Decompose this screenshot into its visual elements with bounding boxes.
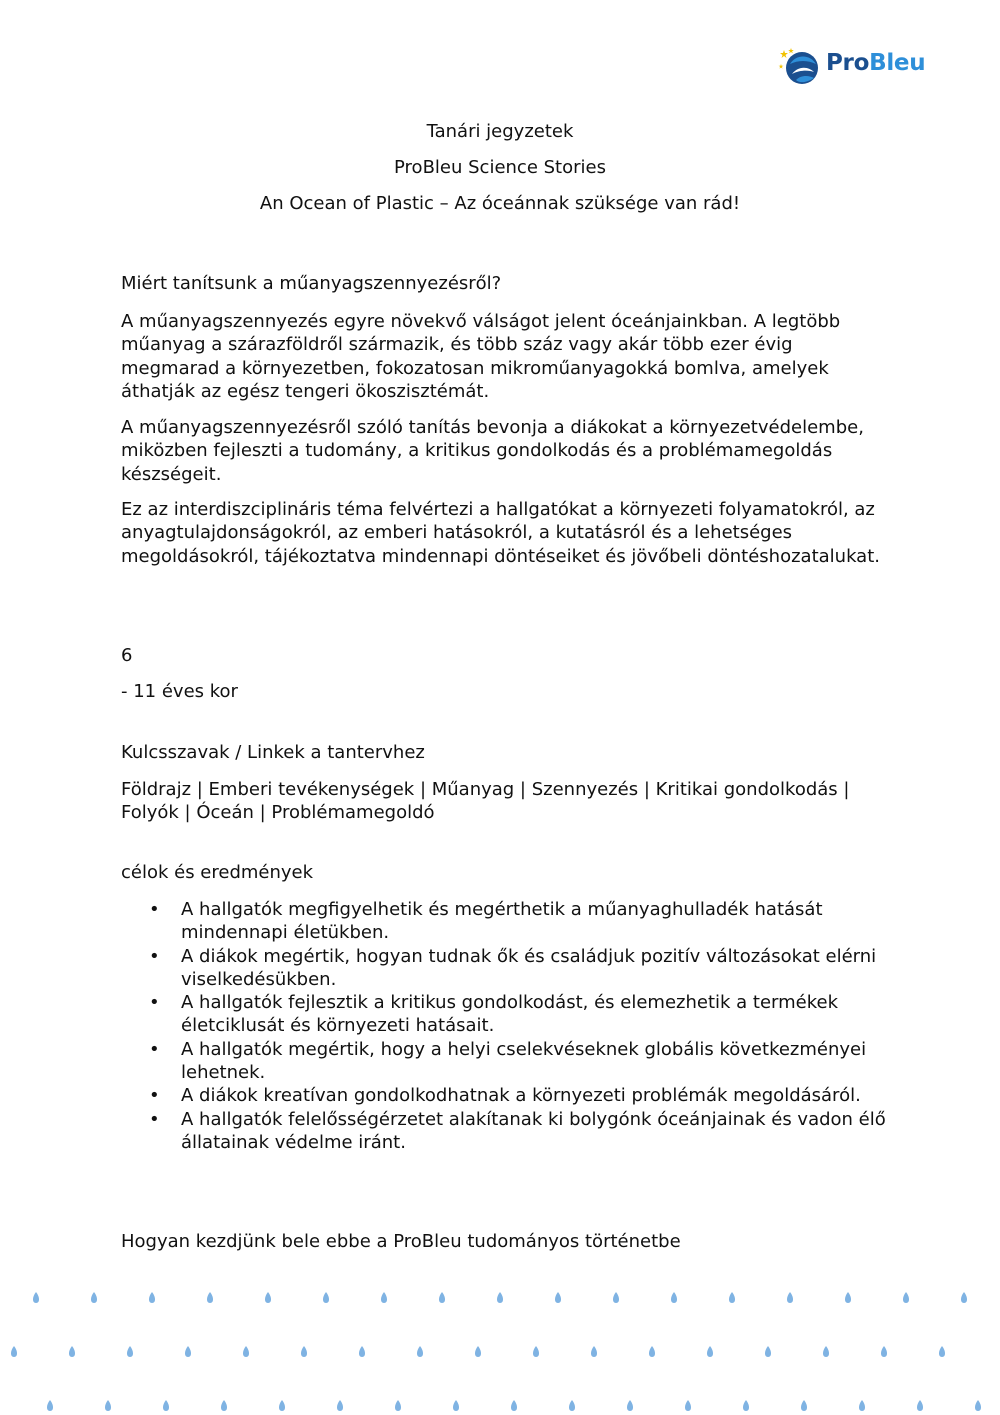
drop-icon xyxy=(787,1292,793,1303)
drop-icon xyxy=(961,1292,967,1303)
drop-icon xyxy=(671,1292,677,1303)
goal-item: • A diákok megértik, hogyan tudnak ők és családjuk pozitív változásokat elérni viselkedésükben. xyxy=(121,945,891,992)
goals-heading: célok és eredmények xyxy=(121,862,314,883)
drop-icon xyxy=(69,1346,75,1357)
drop-icon xyxy=(185,1346,191,1357)
why-paragraph-3: Ez az interdiszciplináris téma felvértezi a hallgatókat a környezeti folyamatokról, az anyagtulajdonságokról, az emberi hatásokról, a kutatásról és a lehetséges megoldásokról, tájékoztatva mindennapi döntéseiket és jövőbeli döntéshozatalukat. xyxy=(121,499,880,567)
drop-icon xyxy=(801,1400,807,1411)
drop-icon xyxy=(359,1346,365,1357)
drop-icon xyxy=(163,1400,169,1411)
drop-icon xyxy=(243,1346,249,1357)
goal-item: • A hallgatók megértik, hogy a helyi cselekvéseknek globális következményei lehetnek. xyxy=(121,1038,891,1085)
drop-icon xyxy=(729,1292,735,1303)
series-title: ProBleu Science Stories xyxy=(394,157,606,178)
drop-icon xyxy=(685,1400,691,1411)
drop-icon xyxy=(511,1400,517,1411)
drop-icon xyxy=(859,1400,865,1411)
why-paragraph-2: A műanyagszennyezésről szóló tanítás bevonja a diákokat a környezetvédelembe, miközben fejleszti a tudomány, a kritikus gondolkodás és a problémamegoldás készségeit. xyxy=(121,417,864,485)
why-heading: Miért tanítsunk a műanyagszennyezésről? xyxy=(121,273,502,294)
goal-item: • A hallgatók felelősségérzetet alakítanak ki bolygónk óceánjainak és vadon élő állatainak védelme iránt. xyxy=(121,1108,891,1155)
drop-icon xyxy=(903,1292,909,1303)
drop-icon xyxy=(591,1346,597,1357)
drop-icon xyxy=(917,1400,923,1411)
probleu-logo xyxy=(778,44,926,88)
drop-icon xyxy=(555,1292,561,1303)
drop-icon xyxy=(47,1400,53,1411)
drop-icon xyxy=(301,1346,307,1357)
drop-icon xyxy=(533,1346,539,1357)
drop-icon xyxy=(845,1292,851,1303)
drop-icon xyxy=(105,1400,111,1411)
doc-type-title: Tanári jegyzetek xyxy=(426,121,574,142)
age-range: - 11 éves kor xyxy=(121,681,238,702)
age-from: 6 xyxy=(121,645,133,666)
keywords-list: Földrajz | Emberi tevékenységek | Műanyag | Szennyezés | Kritikai gondolkodás | Folyók | Óceán | Problémamegoldó xyxy=(121,779,850,824)
drop-icon xyxy=(743,1400,749,1411)
drop-icon xyxy=(33,1292,39,1303)
keywords-heading: Kulcsszavak / Linkek a tantervhez xyxy=(121,742,425,763)
probleu-logo-text xyxy=(826,50,925,76)
drop-icon xyxy=(613,1292,619,1303)
logo-text-bleu: Bleu xyxy=(869,50,926,76)
drop-icon xyxy=(91,1292,97,1303)
how-heading: Hogyan kezdjünk bele ebbe a ProBleu tudományos történetbe xyxy=(121,1231,681,1252)
drop-icon xyxy=(417,1346,423,1357)
why-paragraph-1: A műanyagszennyezés egyre növekvő válságot jelent óceánjainkban. A legtöbb műanyag a szárazföldről származik, és több száz vagy akár több ezer évig megmarad a környezetben, fokozatosan mikroműanyagokká bomlva, amelyek áthatják az egész tengeri ökoszisztémát. xyxy=(121,311,841,402)
drop-icon xyxy=(221,1400,227,1411)
drop-icon xyxy=(323,1292,329,1303)
goal-item: • A diákok kreatívan gondolkodhatnak a környezeti problémák megoldásáról. xyxy=(121,1084,891,1107)
drop-icon xyxy=(939,1346,945,1357)
drop-icon xyxy=(265,1292,271,1303)
drop-icon xyxy=(975,1400,981,1411)
drop-icon xyxy=(765,1346,771,1357)
goals-list xyxy=(121,898,891,1154)
drop-icon xyxy=(823,1346,829,1357)
drop-icon xyxy=(207,1292,213,1303)
drop-icon xyxy=(149,1292,155,1303)
drop-icon xyxy=(649,1346,655,1357)
drop-icon xyxy=(453,1400,459,1411)
drop-icon xyxy=(127,1346,133,1357)
logo-text-pro: Pro xyxy=(826,50,870,76)
drop-icon xyxy=(475,1346,481,1357)
drop-icon xyxy=(337,1400,343,1411)
drop-icon xyxy=(279,1400,285,1411)
goal-item: • A hallgatók fejlesztik a kritikus gondolkodást, és elemezhetik a termékek életciklusát és környezeti hatásait. xyxy=(121,991,891,1038)
drop-icon xyxy=(569,1400,575,1411)
drop-icon xyxy=(381,1292,387,1303)
drop-icon xyxy=(395,1400,401,1411)
decorative-drops-pattern xyxy=(0,1280,1000,1415)
drop-icon xyxy=(627,1400,633,1411)
probleu-logo-icon xyxy=(778,44,822,88)
drop-icon xyxy=(11,1346,17,1357)
drop-icon xyxy=(881,1346,887,1357)
drop-icon xyxy=(497,1292,503,1303)
goal-item: • A hallgatók megfigyelhetik és megérthetik a műanyaghulladék hatását mindennapi életükben. xyxy=(121,898,891,945)
drop-icon xyxy=(707,1346,713,1357)
drop-icon xyxy=(439,1292,445,1303)
story-title: An Ocean of Plastic – Az óceánnak szüksége van rád! xyxy=(259,193,741,214)
